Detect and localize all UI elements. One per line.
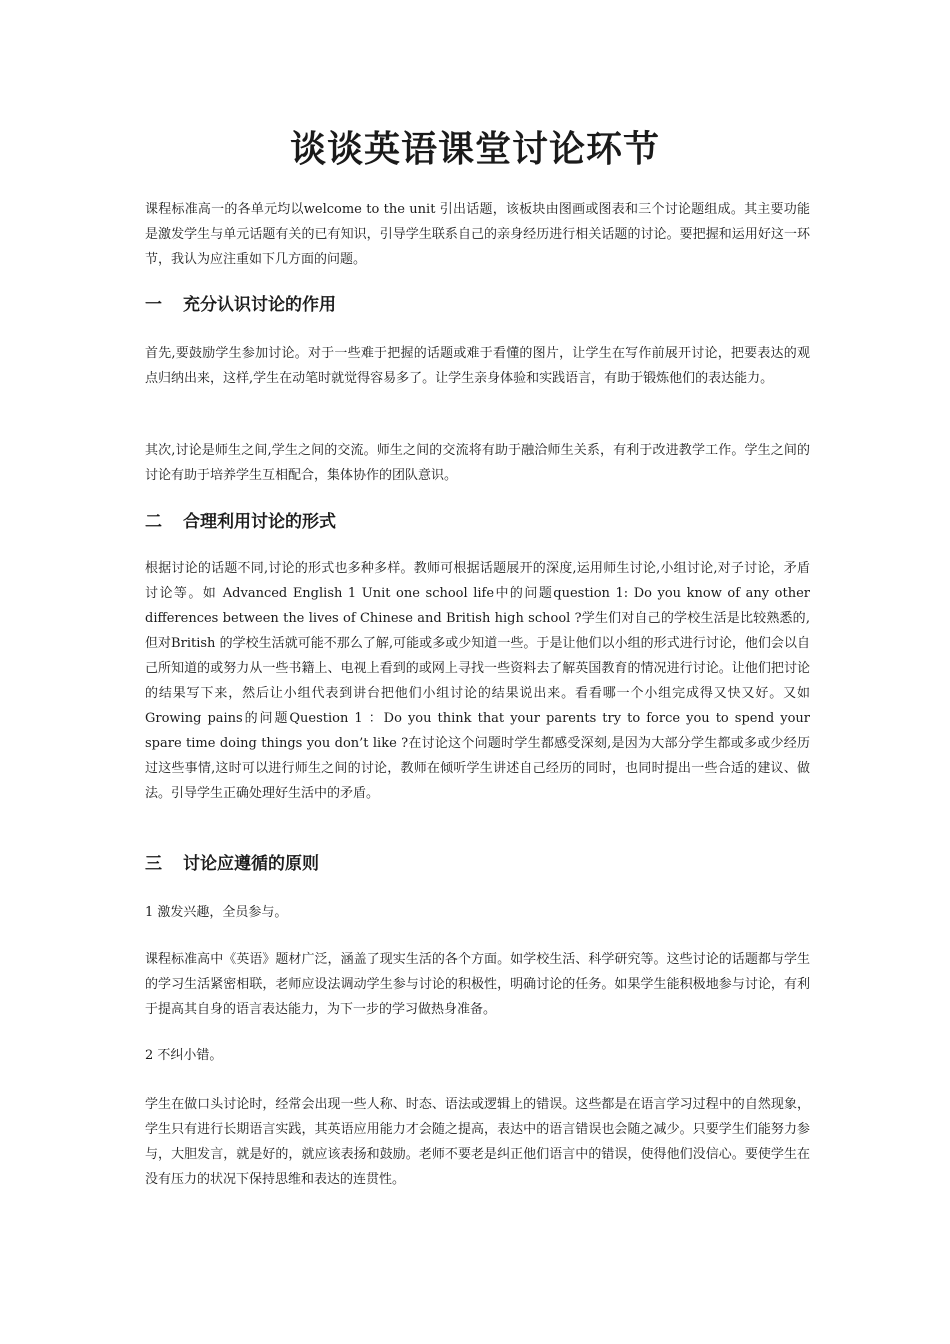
document-title: 谈谈英语课堂讨论环节 [289, 129, 660, 170]
body-paragraph: 其次,讨论是师生之间,学生之间的交流。师生之间的交流将有助于融洽师生关系，有利于改进教学工作。学生之间的讨论有助于培养学生互相配合，集体协作的团队意识。 [145, 443, 810, 483]
body-paragraph: 学生在做口头讨论时，经常会出现一些人称、时态、语法或逻辑上的错误。这些都是在语言学习过程中的自然现象，学生只有进行长期语言实践，其英语应用能力才会随之提高，表达中的语言错误也会随之减少。只要学生们能努力参与，大胆发言，就是好的，就应该表扬和鼓励。老师不要老是纠正他们语言中的错误，使得他们没信心。要使学生在没有压力的状况下保持思维和表达的连贯性。 [145, 1097, 810, 1187]
section-title: 讨论应遵循的原则 [183, 854, 319, 874]
intro-paragraph: 课程标准高一的各单元均以welcome to the unit 引出话题，该板块由图画或图表和三个讨论题组成。其主要功能是激发学生与单元话题有关的已有知识，引导学生联系自己的亲身经历进行相关话题的讨论。要把握和运用好这一环节，我认为应注重如下几方面的问题。 [145, 202, 810, 267]
section-heading-2 [145, 509, 810, 535]
body-paragraph: 首先,要鼓励学生参加讨论。对于一些难于把握的话题或难于看懂的图片，让学生在写作前展开讨论，把要表达的观点归纳出来，这样,学生在动笔时就觉得容易多了。让学生亲身体验和实践语言，有助于锻炼他们的表达能力。 [145, 346, 810, 386]
body-paragraph: 课程标准高中《英语》题材广泛，涵盖了现实生活的各个方面。如学校生活、科学研究等。这些讨论的话题都与学生的学习生活紧密相联，老师应设法调动学生参与讨论的积极性，明确讨论的任务。如果学生能积极地参与讨论，有利于提高其自身的语言表达能力，为下一步的学习做热身准备。 [145, 952, 810, 1017]
section-title: 合理利用讨论的形式 [183, 512, 336, 532]
principle-item: 2 不纠小错。 [145, 1048, 223, 1063]
section-number: 三 [145, 854, 162, 874]
section-number: 二 [145, 512, 162, 532]
body-paragraph: 根据讨论的话题不同,讨论的形式也多种多样。教师可根据话题展开的深度,运用师生讨论,小组讨论,对子讨论，矛盾讨论等。如 Advanced English 1 Unit one school life中的问题question 1: Do you know of any other differences between the lives of Chinese and British high school ?学生们对自己的学校生活是比较熟悉的,但对British 的学校生活就可能不那么了解,可能或多或少知道一些。于是让他们以小组的形式进行讨论，他们会以自己所知道的或努力从一些书籍上、电视上看到的或网上寻找一些资料去了解英国教育的情况进行讨论。让他们把讨论的结果写下来，然后让小组代表到讲台把他们小组讨论的结果说出来。看看哪一个小组完成得又快又好。又如Growing pains的问题Question 1 ：Do you think that your parents try to force you to spend your spare time doing things you don’t like ?在讨论这个问题时学生都感受深刻,是因为大部分学生都或多或少经历过这些事情,这时可以进行师生之间的讨论，教师在倾听学生讲述自己经历的同时，也同时提出一些合适的建议、做法。引导学生正确处理好生活中的矛盾。 [145, 561, 810, 801]
section-heading-3 [145, 851, 810, 877]
principle-item: 1 激发兴趣，全员参与。 [145, 905, 288, 920]
section-heading-1 [145, 292, 810, 318]
section-number: 一 [145, 295, 162, 315]
section-title: 充分认识讨论的作用 [183, 295, 336, 315]
